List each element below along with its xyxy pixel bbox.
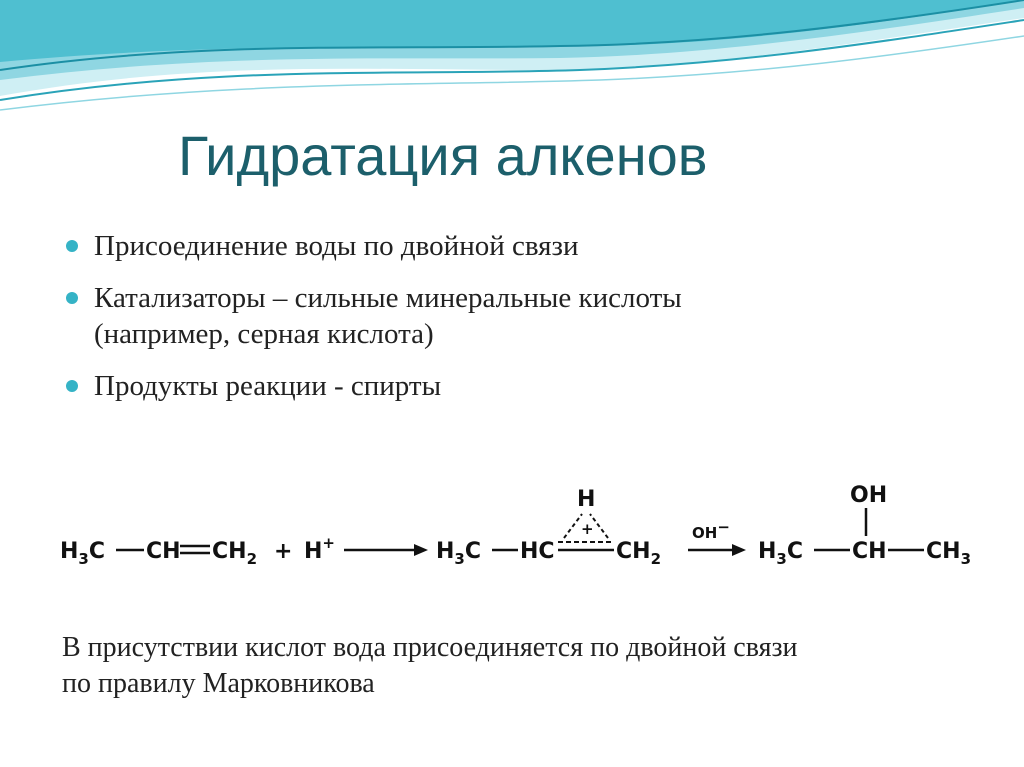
bullet-text-continued: (например, серная кислота) xyxy=(94,318,434,350)
product-oh: OH xyxy=(850,483,888,508)
bridge-charge: + xyxy=(581,520,594,538)
svg-text:H3C xyxy=(60,539,105,568)
bullet-dot-icon xyxy=(66,380,78,392)
header-wave-decoration xyxy=(0,0,1024,120)
proton-charge: + xyxy=(322,534,335,552)
reactant-ch2: CH xyxy=(212,539,247,564)
plus-sign: + xyxy=(274,539,293,564)
svg-text:H+ xyxy=(304,534,335,564)
svg-text:CH2 xyxy=(212,539,257,568)
svg-text:CH2 xyxy=(616,539,661,568)
bullet-item xyxy=(60,280,682,352)
intermediate-sub2: 2 xyxy=(650,550,661,568)
product-ch3: CH xyxy=(926,539,961,564)
bullet-text: Присоединение воды по двойной связи xyxy=(94,230,579,262)
reactant-sub3: 3 xyxy=(78,550,89,568)
svg-text:H3C xyxy=(758,539,803,568)
product-h: H xyxy=(758,539,777,564)
proton: H xyxy=(304,539,323,564)
svg-text:CH3 xyxy=(926,539,971,568)
intermediate-c: C xyxy=(464,539,482,564)
markovnikov-note xyxy=(62,630,982,702)
bullet-item xyxy=(60,368,682,404)
svg-text:H3C xyxy=(436,539,481,568)
note-line: В присутствии кислот вода присоединяется по двойной связи xyxy=(62,632,798,663)
reactant-sub2: 2 xyxy=(246,550,257,568)
reaction-equation xyxy=(58,478,1008,588)
svg-text:OH− xyxy=(692,518,730,542)
slide-title: Гидратация алкенов xyxy=(178,124,708,187)
arrow-label: OH xyxy=(692,524,718,542)
arrow-label-charge: − xyxy=(717,518,730,536)
product-ch: CH xyxy=(852,539,887,564)
bridge-h: H xyxy=(577,487,596,512)
bullet-dot-icon xyxy=(66,292,78,304)
bullet-dot-icon xyxy=(66,240,78,252)
arrow-head-icon xyxy=(414,544,428,556)
intermediate-h: H xyxy=(436,539,455,564)
product-sub3: 3 xyxy=(776,550,787,568)
bullet-item xyxy=(60,228,682,264)
arrow-head-icon xyxy=(732,544,746,556)
reactant-c: C xyxy=(88,539,106,564)
intermediate-hc: HC xyxy=(520,539,555,564)
bullet-text: Катализаторы – сильные минеральные кислоты xyxy=(94,282,682,314)
product-c: C xyxy=(786,539,804,564)
intermediate-ch2: CH xyxy=(616,539,651,564)
bullet-text: Продукты реакции - спирты xyxy=(94,370,442,402)
reactant-h: H xyxy=(60,539,79,564)
bullet-list xyxy=(60,228,682,420)
note-line: по правилу Марковникова xyxy=(62,668,375,699)
reactant-ch: CH xyxy=(146,539,181,564)
intermediate-sub3: 3 xyxy=(454,550,465,568)
bridge-bond-left xyxy=(564,514,582,538)
product-sub3b: 3 xyxy=(960,550,971,568)
